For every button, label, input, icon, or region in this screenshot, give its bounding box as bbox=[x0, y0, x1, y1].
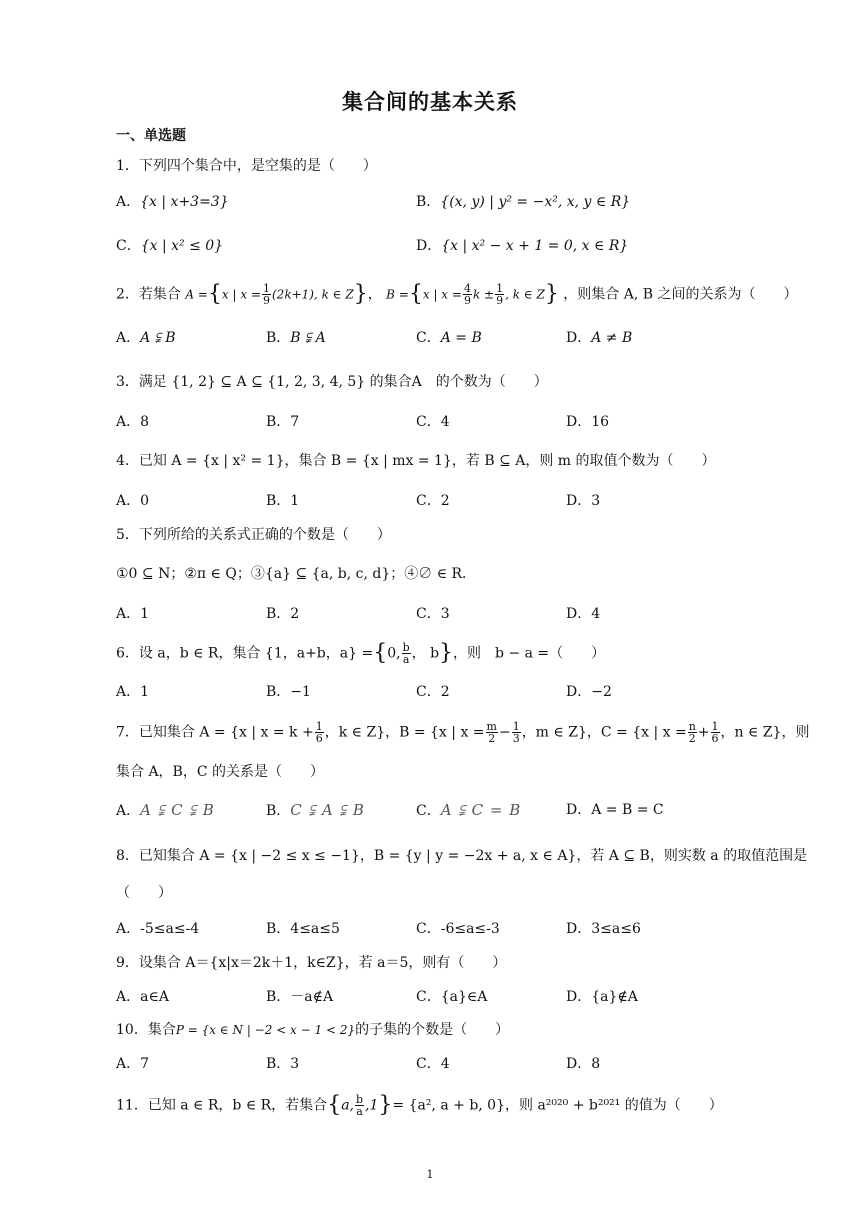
q10-option-d: D．8 bbox=[566, 1056, 601, 1072]
question-7-stem: 7．已知集合 A = {x | x = k + $\frac{1}{6}$ ，k ∈ Z}，B = {x | x = $\frac{m}{2}$ − $\frac{1}{3}$ ，m ∈ Z}，C = {x | x = $\frac{n}{2}$ + $\frac{1}{6}$ ，n ∈ Z}，则 bbox=[116, 720, 810, 745]
q2-option-b: B．B ⫋ A bbox=[266, 330, 326, 346]
question-8-stem: 8．已知集合 A = {x | −2 ≤ x ≤ −1}，B = {y | y = −2x + a, x ∈ A}，若 A ⊆ B，则实数 a 的取值范围是 bbox=[116, 848, 808, 864]
question-7-stem-line2: 集合 A，B，C 的关系是（ ） bbox=[116, 764, 325, 780]
q3-option-a: A．8 bbox=[116, 414, 150, 430]
question-1-stem: 1．下列四个集合中，是空集的是（ ） bbox=[116, 158, 377, 174]
page-title: 集合间的基本关系 bbox=[342, 90, 518, 114]
q1-option-a: A．{x | x+3=3} bbox=[116, 194, 229, 210]
q4-option-a: A．0 bbox=[116, 493, 150, 509]
q4-option-d: D．3 bbox=[566, 493, 601, 509]
q3-option-b: B．7 bbox=[266, 414, 300, 430]
q6-option-b: B．−1 bbox=[266, 684, 311, 700]
q4-option-b: B．1 bbox=[266, 493, 300, 509]
question-5-detail: ①0 ⊆ N；②π ∈ Q；③{a} ⊆ {a, b, c, d}；④∅ ∈ R． bbox=[116, 566, 477, 582]
question-9-stem: 9．设集合 A＝{x|x＝2k＋1，k∈Z}，若 a＝5，则有（ ） bbox=[116, 955, 507, 971]
q2-option-a: A．A ⫋ B bbox=[116, 330, 176, 346]
q7-option-a: A．A ⫋ C ⫋ B bbox=[116, 801, 215, 819]
q5-option-b: B．2 bbox=[266, 606, 300, 622]
q4-option-c: C．2 bbox=[416, 493, 450, 509]
q2-option-d: D．A ≠ B bbox=[566, 330, 633, 346]
page-number: 1 bbox=[426, 1168, 434, 1181]
q9-option-d: D．{a}∉A bbox=[566, 989, 638, 1005]
q7-option-d: D．A = B = C bbox=[566, 802, 664, 818]
q6-option-d: D．−2 bbox=[566, 684, 612, 700]
q9-option-b: B．－a∉A bbox=[266, 989, 334, 1005]
q1-option-b: B．{(x, y) | y² = −x², x, y ∈ R} bbox=[416, 194, 631, 210]
q8-option-c: C．-6≤a≤-3 bbox=[416, 921, 500, 937]
section-heading: 一、单选题 bbox=[116, 128, 186, 144]
q10-option-b: B．3 bbox=[266, 1056, 300, 1072]
question-8-paren: （ ） bbox=[116, 885, 172, 901]
q10-option-a: A．7 bbox=[116, 1056, 150, 1072]
q5-option-a: A．1 bbox=[116, 606, 150, 622]
q1-option-d: D．{x | x² − x + 1 = 0, x ∈ R} bbox=[416, 238, 629, 254]
q5-option-d: D．4 bbox=[566, 606, 601, 622]
question-11-stem: 11．已知 a ∈ R，b ∈ R，若集合{a, $\frac{b}{a}$ ,1}= {a², a + b, 0}，则 a²⁰²⁰ + b²⁰²¹ 的值为（ ） bbox=[116, 1092, 723, 1118]
q7-option-b: B．C ⫋ A ⫋ B bbox=[266, 801, 365, 819]
q8-option-b: B．4≤a≤5 bbox=[266, 921, 340, 937]
q9-option-a: A．a∈A bbox=[116, 989, 169, 1005]
q7-option-c: C．A ⫋ C = B bbox=[416, 801, 522, 819]
question-3-stem: 3．满足 {1, 2} ⊆ A ⊆ {1, 2, 3, 4, 5} 的集合A 的个数为（ ） bbox=[116, 374, 548, 390]
question-10-stem: 10．集合P = {x ∈ N | −2 < x − 1 < 2}的子集的个数是（ ） bbox=[116, 1022, 510, 1038]
q8-option-d: D．3≤a≤6 bbox=[566, 921, 641, 937]
q1-option-c: C．{x | x² ≤ 0} bbox=[116, 238, 224, 254]
q10-option-c: C．4 bbox=[416, 1056, 450, 1072]
q5-option-c: C．3 bbox=[416, 606, 450, 622]
question-2-stem: 2．若集合 A ={x | x = $\frac{1}{9}$ (2k+1), k ∈ Z}， B ={x | x = $\frac{4}{9}$ k ± $\frac{1}{9}$ , k ∈ Z} ，则集合 A, B 之间的关系为（ ） bbox=[116, 281, 798, 307]
q9-option-c: C．{a}∈A bbox=[416, 989, 488, 1005]
question-4-stem: 4．已知 A = {x | x² = 1}，集合 B = {x | mx = 1}，若 B ⊆ A，则 m 的取值个数为（ ） bbox=[116, 453, 716, 469]
q6-option-a: A．1 bbox=[116, 684, 150, 700]
question-5-stem: 5．下列所给的关系式正确的个数是（ ） bbox=[116, 527, 391, 543]
q2-option-c: C．A = B bbox=[416, 330, 482, 346]
question-6-stem: 6．设 a，b ∈ R，集合 {1，a+b，a} ={0, $\frac{b}{a}$ ， b}，则 b − a =（ ） bbox=[116, 640, 606, 666]
q3-option-d: D．16 bbox=[566, 414, 610, 430]
q6-option-c: C．2 bbox=[416, 684, 450, 700]
q8-option-a: A．-5≤a≤-4 bbox=[116, 921, 200, 937]
q3-option-c: C．4 bbox=[416, 414, 450, 430]
